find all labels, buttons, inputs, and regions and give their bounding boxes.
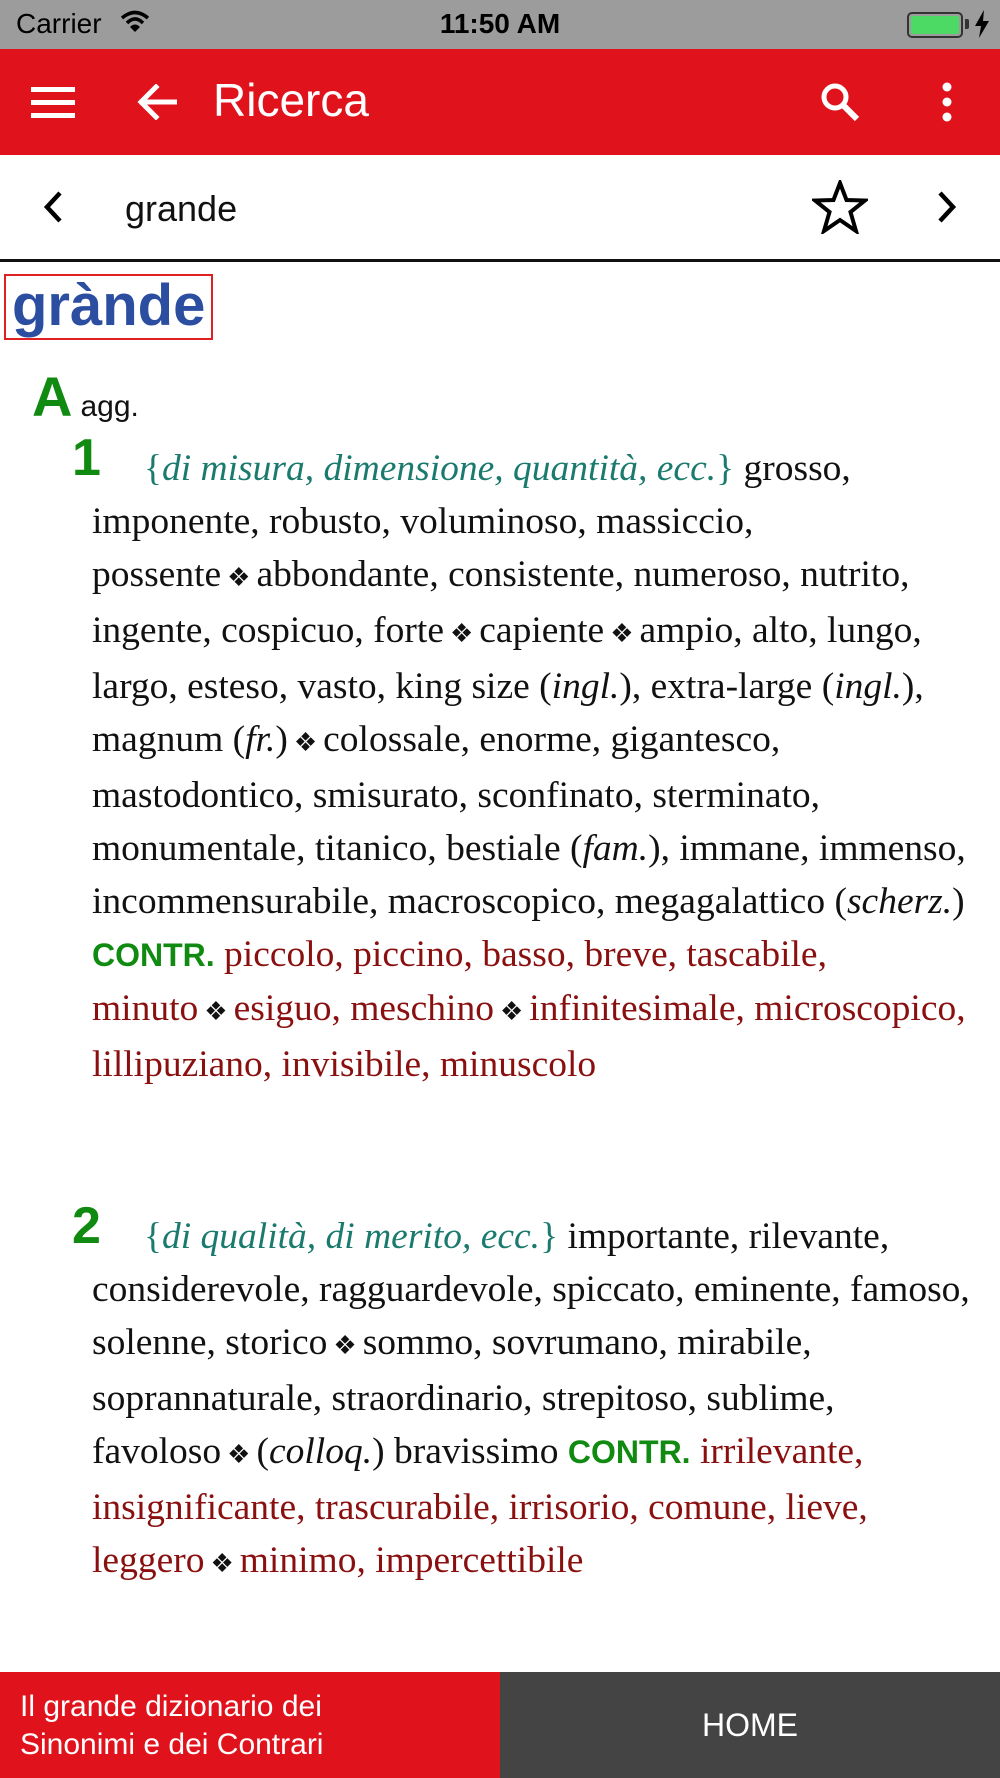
bottom-bar [0, 1672, 1000, 1778]
dictionary-title-line1: Il grande dizionario dei [20, 1690, 322, 1723]
register-label: ingl. [834, 665, 902, 707]
hamburger-menu-icon [31, 85, 75, 119]
app-bar [0, 49, 1000, 155]
back-button[interactable] [122, 49, 192, 155]
arrow-left-icon [137, 84, 177, 120]
contrari-label: CONTR. [92, 936, 215, 973]
home-button[interactable]: HOME [500, 1672, 1000, 1778]
antonym-group[interactable]: irrilevante, insignificante, trascurabile, irrisorio, comune, lieve, leggero [92, 1430, 868, 1581]
sense-number: 1 [72, 429, 101, 487]
register-label: ingl. [551, 665, 620, 707]
separator-icon: ❖ [293, 727, 318, 757]
chevron-right-icon [936, 189, 958, 225]
contrari-label: CONTR. [567, 1433, 691, 1470]
synonym-group[interactable]: importante, rilevante, considerevole, ragguardevole, spiccato, eminente, famoso, solenne, storico [92, 1216, 970, 1363]
synonym-group[interactable]: grosso, imponente, robusto, voluminoso, massiccio, possente [92, 448, 851, 595]
separator-icon: ❖ [333, 1330, 357, 1360]
current-word: grande [125, 188, 238, 229]
synonym-group[interactable]: capiente [479, 609, 605, 651]
page-title: Ricerca [213, 74, 369, 126]
antonym-group[interactable]: minimo, impercettibile [239, 1539, 584, 1581]
register-label: fam. [582, 827, 649, 869]
sense-2: 2 {di qualità, di merito, ecc.} importante, rilevante, considerevole, ragguardevole, spiccato, eminente, famoso, solenne, storico ❖ sommo, sovrumano, mirabile, soprannaturale, straordinario, strepitoso, sublime, favoloso ❖ (colloq.) bravissimo CONTR. irrilevante, insignificante, trascurabile, irrisorio, comune, lieve, leggero ❖ minimo, impercettibile [72, 1197, 970, 1581]
separator-icon: ❖ [610, 618, 634, 648]
battery-icon [907, 12, 963, 38]
battery-tip [965, 19, 969, 29]
separator-icon: ❖ [449, 618, 474, 648]
star-outline-icon [812, 180, 868, 234]
previous-word-button[interactable] [18, 155, 88, 259]
register-label: colloq. [268, 1430, 373, 1472]
more-vertical-icon [941, 82, 953, 122]
register-label: fr. [245, 718, 276, 760]
sense-context: di qualità, di merito, ecc. [162, 1216, 541, 1257]
sense-1: 1 {di misura, dimensione, quantità, ecc.} grosso, imponente, robusto, voluminoso, massiccio, possente ❖ abbondante, consistente, numeroso, nutrito, ingente, cospicuo, forte ❖ capiente ❖ ampio, alto, lungo, largo, esteso, vasto, king size (ingl.), extra-large (ingl.), magnum (fr.) ❖ colossale, enorme, gigantesco, mastodontico, smisurato, sconfinato, sterminato, monumentale, titanico, bestiale (fam.), immane, immenso, incommensurabile, macroscopico, megagalattico (scherz.) CONTR. piccolo, piccino, basso, breve, tascabile, minuto ❖ esiguo, meschino ❖ infinitesimale, microscopico, lillipuziano, invisibile, minuscolo [72, 429, 966, 1085]
carrier-label: Carrier [16, 8, 102, 39]
menu-button[interactable] [18, 49, 88, 155]
antonym-group[interactable]: esiguo, meschino [233, 987, 494, 1029]
more-options-button[interactable] [912, 49, 982, 155]
sense-number: 2 [72, 1197, 101, 1255]
separator-icon: ❖ [227, 562, 251, 592]
separator-icon: ❖ [499, 996, 524, 1026]
charging-bolt-icon [974, 10, 990, 43]
next-word-button[interactable] [912, 155, 982, 259]
antonym-group[interactable]: piccolo, piccino, basso, breve, tascabile, minuto [92, 933, 827, 1029]
synonym-group[interactable]: sommo, sovrumano, mirabile, soprannaturale, straordinario, strepitoso, sublime, favoloso [92, 1322, 835, 1472]
favorite-button[interactable] [805, 155, 875, 259]
antonym-group[interactable]: infinitesimale, microscopico, lillipuziano, invisibile, minuscolo [92, 987, 966, 1085]
search-icon [820, 82, 860, 122]
synonym-group[interactable]: immane, immenso, incommensurabile, macroscopico, megagalattico [92, 827, 966, 922]
part-of-speech [32, 364, 139, 429]
synonym[interactable]: extra-large [650, 665, 813, 707]
synonym-group[interactable]: abbondante, consistente, numeroso, nutrito, ingente, cospicuo, forte [92, 554, 910, 651]
search-button[interactable] [805, 49, 875, 155]
status-bar [0, 0, 1000, 49]
separator-icon: ❖ [204, 996, 228, 1026]
separator-icon: ❖ [210, 1548, 234, 1578]
word-navigation-bar [0, 155, 1000, 262]
entry-content [0, 262, 1000, 1672]
pos-letter: A [32, 365, 73, 428]
pos-label: agg. [80, 390, 139, 423]
dictionary-title-line2: Sinonimi e dei Contrari [20, 1728, 324, 1761]
headword[interactable]: grànde [4, 274, 213, 340]
synonym-group[interactable]: colossale, enorme, gigantesco, mastodontico, smisurato, sconfinato, sterminato, monumentale, titanico, bestiale [92, 718, 821, 869]
sense-context: di misura, dimensione, quantità, ecc. [162, 448, 717, 489]
chevron-left-icon [42, 189, 64, 225]
dictionary-title[interactable] [0, 1672, 500, 1778]
synonym-group[interactable]: bravissimo [393, 1430, 559, 1472]
synonym[interactable]: magnum [92, 718, 224, 760]
register-label: scherz. [846, 880, 953, 922]
status-time: 11:50 AM [439, 8, 561, 39]
separator-icon: ❖ [227, 1439, 251, 1469]
synonym-group[interactable]: ampio, alto, lungo, largo, esteso, vasto, king size [92, 609, 922, 707]
